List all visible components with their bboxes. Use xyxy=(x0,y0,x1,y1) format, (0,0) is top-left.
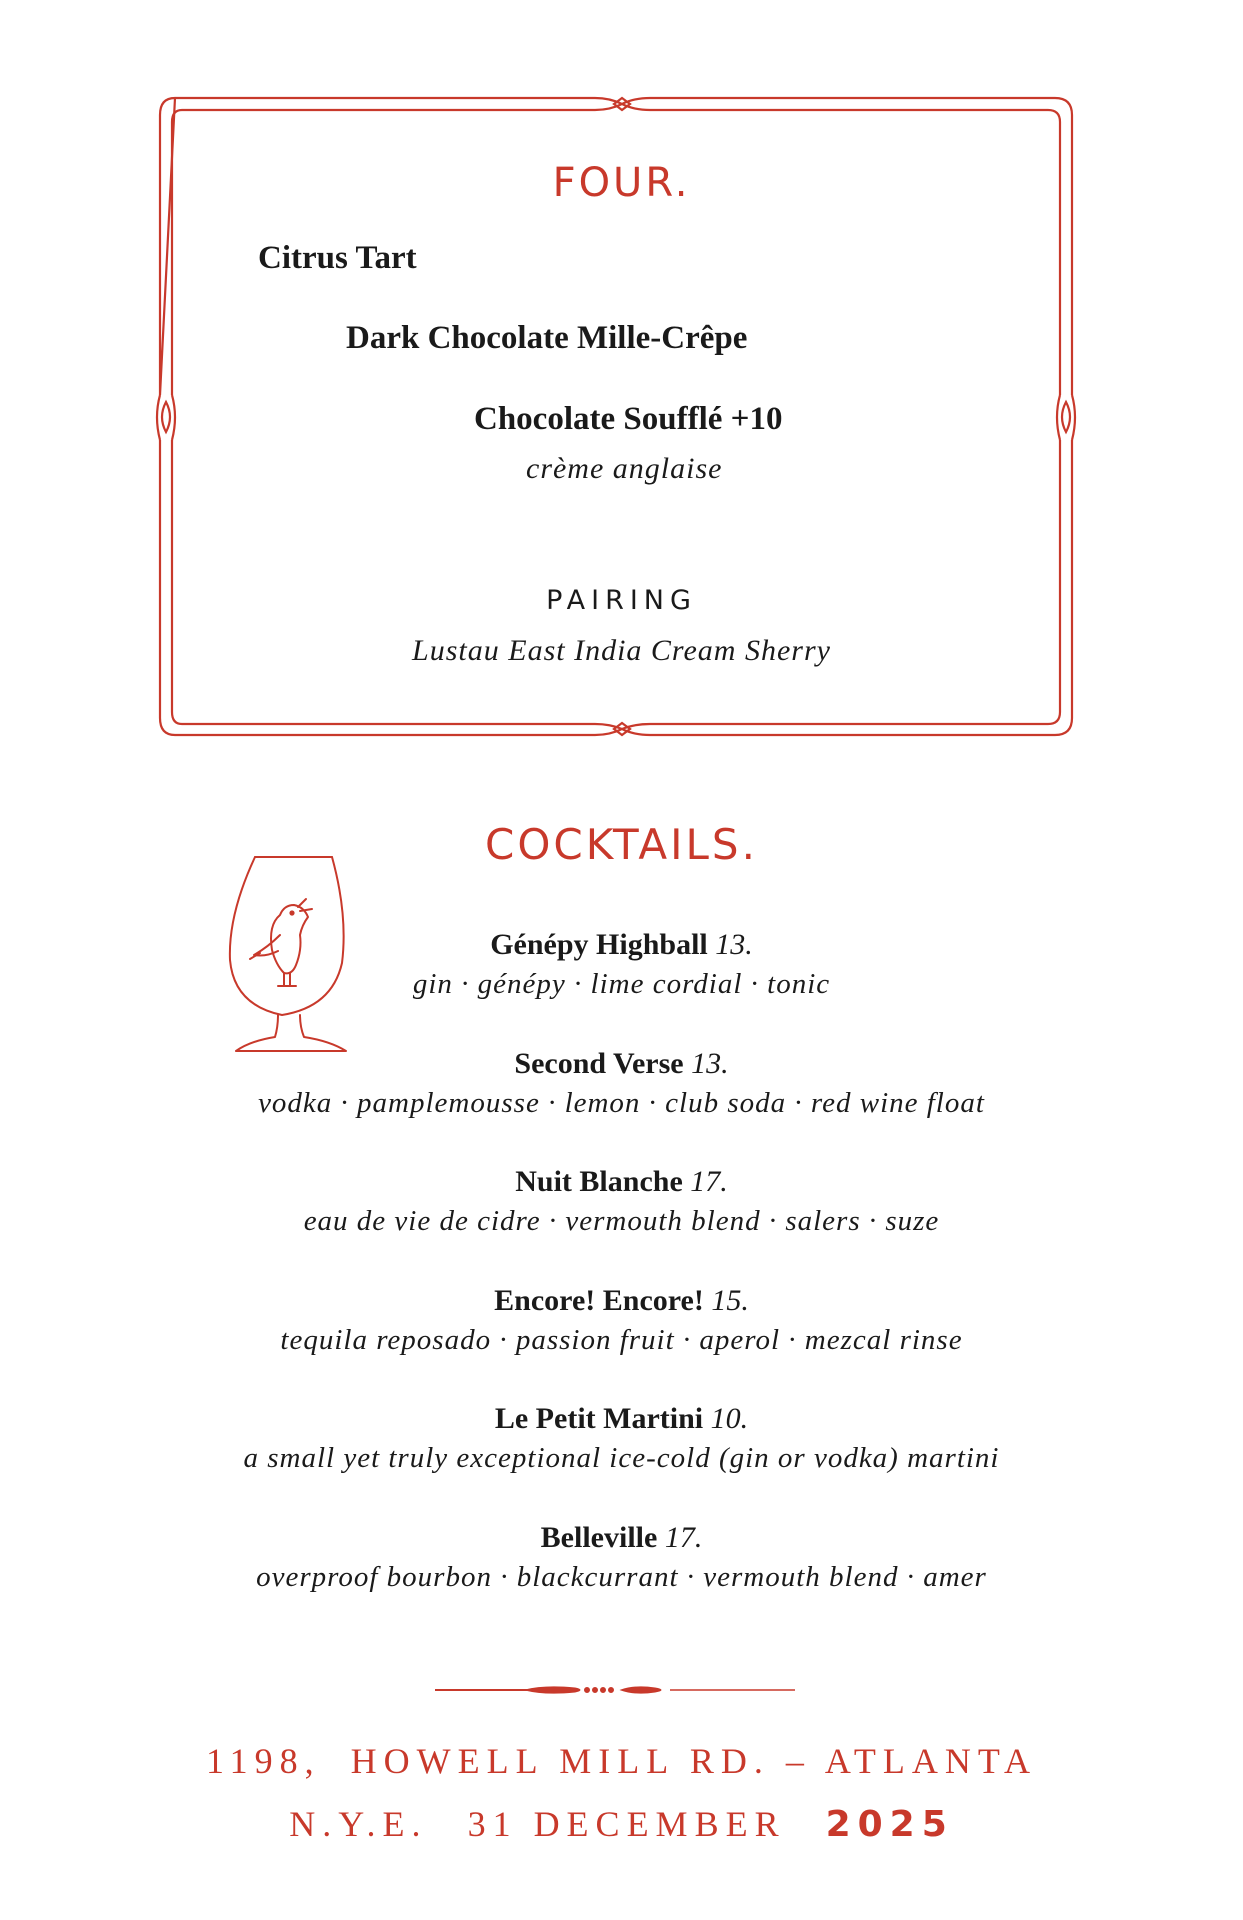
event-day: 31 DECEMBER xyxy=(467,1804,786,1844)
address xyxy=(0,1740,1243,1782)
cocktail-price: 13. xyxy=(691,1047,729,1080)
cocktail-item xyxy=(0,1518,1243,1596)
cocktail-name-line xyxy=(0,1162,1243,1202)
address-street: HOWELL MILL RD. – ATLANTA xyxy=(350,1741,1038,1781)
cocktails-title: COCKTAILS. xyxy=(485,820,758,869)
dish-mille-crepe: Dark Chocolate Mille-Crêpe xyxy=(346,320,748,356)
dish-note: crème anglaise xyxy=(526,452,723,485)
cocktail-name: Génépy Highball xyxy=(490,928,708,961)
pairing-value: Lustau East India Cream Sherry xyxy=(412,634,831,667)
cocktail-name: Encore! Encore! xyxy=(494,1284,704,1317)
cocktail-name: Belleville xyxy=(540,1521,658,1554)
course-title: FOUR. xyxy=(552,160,691,206)
event-year: 2025 xyxy=(825,1804,954,1845)
dish-chocolate-souffle: Chocolate Soufflé +10 xyxy=(474,401,783,437)
cocktail-item xyxy=(0,1162,1243,1240)
cocktail-item xyxy=(0,925,1243,1003)
cocktail-description: gin · génépy · lime cordial · tonic xyxy=(412,968,831,1000)
cocktail-price: 17. xyxy=(690,1165,728,1198)
cocktail-description: eau de vie de cidre · vermouth blend · salers · suze xyxy=(303,1205,940,1237)
event-name: N.Y.E. xyxy=(289,1804,428,1844)
cocktail-name: Second Verse xyxy=(514,1047,684,1080)
cocktail-price: 15. xyxy=(711,1284,749,1317)
cocktail-description: overproof bourbon · blackcurrant · vermouth blend · amer xyxy=(256,1561,987,1593)
cocktail-name-line xyxy=(0,1281,1243,1321)
cocktail-item xyxy=(0,1281,1243,1359)
pairing-label: PAIRING xyxy=(546,585,697,616)
cocktail-name-line xyxy=(0,1044,1243,1084)
cocktail-description: tequila reposado · passion fruit · aperol · mezcal rinse xyxy=(280,1324,963,1356)
cocktail-description: vodka · pamplemousse · lemon · club soda · red wine float xyxy=(258,1087,985,1119)
dish-citrus-tart: Citrus Tart xyxy=(258,240,417,276)
event-date xyxy=(0,1803,1243,1845)
ornamental-divider xyxy=(435,1680,795,1700)
cocktail-name-line xyxy=(0,1518,1243,1558)
cocktail-price: 13. xyxy=(715,928,753,961)
cocktail-name: Nuit Blanche xyxy=(515,1165,683,1198)
address-number: 1198, xyxy=(205,1741,321,1781)
cocktail-description: a small yet truly exceptional ice-cold (gin or vodka) martini xyxy=(243,1442,1000,1474)
cocktail-name: Le Petit Martini xyxy=(494,1402,704,1435)
cocktail-item xyxy=(0,1044,1243,1122)
cocktail-name-line xyxy=(0,1399,1243,1439)
cocktail-price: 10. xyxy=(710,1402,749,1435)
cocktail-price: 17. xyxy=(664,1521,703,1554)
cocktail-item xyxy=(0,1399,1243,1477)
cocktail-name-line xyxy=(0,925,1243,965)
